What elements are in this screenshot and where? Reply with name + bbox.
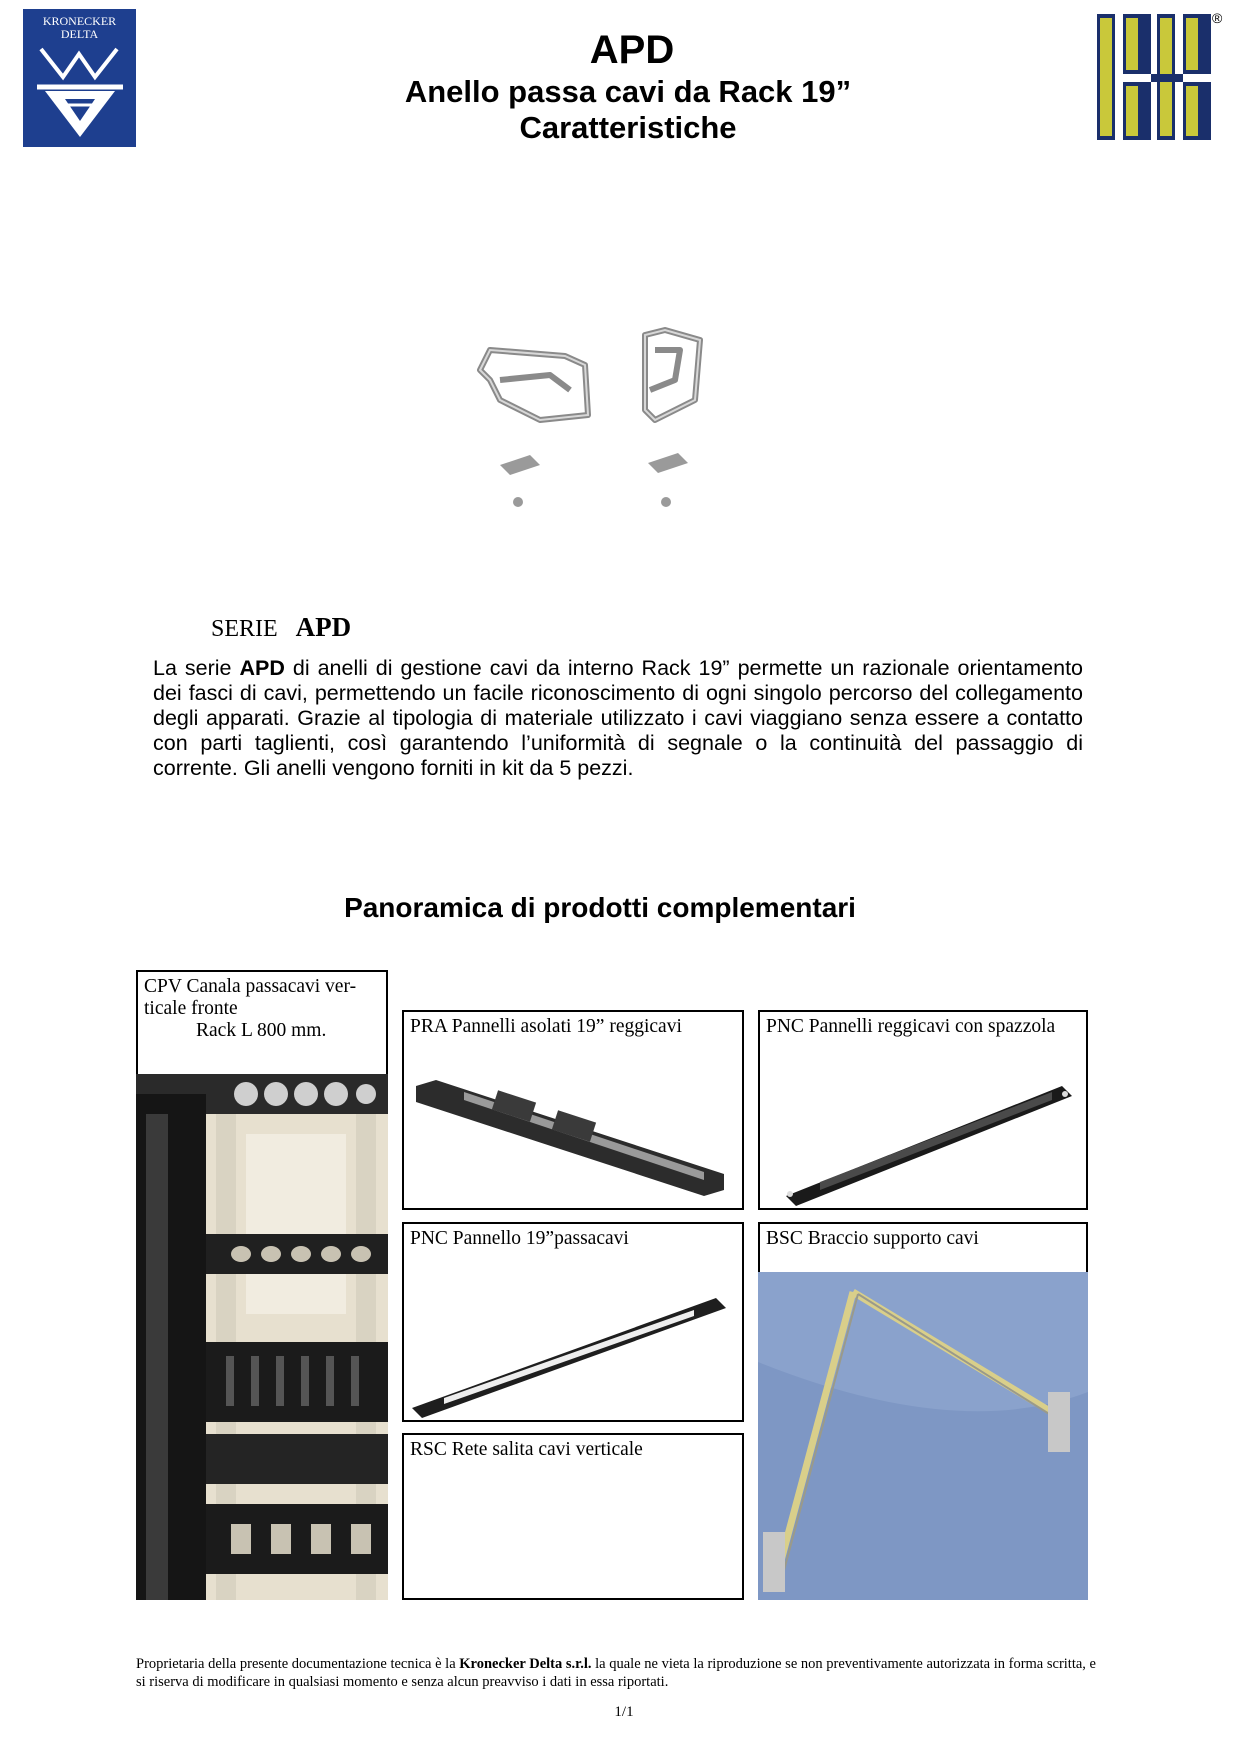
product-box-pnc-brush	[758, 1010, 1088, 1210]
bsc-label: BSC Braccio supporto cavi	[766, 1228, 979, 1249]
footer-text-after: la quale ne vieta la riproduzione se non preventivamente autorizzata in forma scritta, e si riserva di modificare in qualsiasi momento e senza alcun preavviso i dati in essa riportati.	[136, 1656, 1096, 1690]
cable-ring-product-image	[470, 320, 720, 520]
product-box-pra	[402, 1010, 744, 1210]
serie-heading	[211, 612, 351, 643]
pnc-brush-panel-image	[760, 1056, 1086, 1206]
product-box-cpv	[136, 970, 388, 1076]
complementary-products-heading: Panoramica di prodotti complementari	[344, 892, 856, 923]
product-box-rsc	[402, 1433, 744, 1600]
brand-logo-icon	[1095, 12, 1217, 142]
serie-label: SERIE	[211, 616, 278, 642]
pra-panel-image	[404, 1056, 742, 1206]
cpv-label	[138, 972, 386, 1046]
pnc-label: PNC Pannello 19”passacavi	[410, 1228, 629, 1249]
product-box-pnc	[402, 1222, 744, 1422]
cpv-label-line2: ticale fronte	[144, 998, 238, 1019]
description-paragraph	[153, 656, 1083, 781]
cpv-label-line1: CPV Canala passacavi ver-	[144, 976, 357, 997]
description-before: La serie	[153, 656, 240, 680]
footer-text-before: Proprietaria della presente documentazione tecnica è la	[136, 1656, 460, 1672]
logo-text-line2: DELTA	[60, 27, 99, 41]
page-subtitle-characteristics: Caratteristiche	[519, 110, 737, 145]
footer-disclaimer	[136, 1655, 1096, 1691]
footer-company: Kronecker Delta s.r.l.	[459, 1656, 592, 1672]
pnc-brush-label: PNC Pannelli reggicavi con spazzola	[766, 1016, 1056, 1037]
pra-label: PRA Pannelli asolati 19” reggicavi	[410, 1016, 682, 1037]
bsc-arm-photo	[758, 1272, 1088, 1600]
pnc-panel-image	[404, 1268, 742, 1418]
cpv-label-line3: Rack L 800 mm.	[196, 1020, 327, 1041]
cpv-rack-photo	[136, 1074, 388, 1600]
page-title: APD	[589, 28, 675, 72]
serie-code: APD	[295, 612, 352, 642]
rsc-label: RSC Rete salita cavi verticale	[410, 1439, 643, 1460]
description-bold-code: APD	[239, 656, 285, 680]
logo-text-line1: KRONECKER	[42, 14, 117, 28]
registered-mark: ®	[1212, 10, 1223, 26]
description-after: di anelli di gestione cavi da interno Rack 19” permette un razionale orientamento dei fasci di cavi, permettendo un facile riconoscimento di ogni singolo percorso del collegamento degli apparati. Grazie al tipologia di materiale utilizzato i cavi viaggiano senza essere a contatto con parti taglienti, così garantendo l’uniformità di segnale o la continuità del passaggio di corrente. Gli anelli vengono forniti in kit da 5 pezzi.	[153, 656, 1084, 780]
product-box-bsc	[758, 1222, 1088, 1274]
page-number: 1/1	[614, 1704, 634, 1720]
page-subtitle: Anello passa cavi da Rack 19”	[404, 74, 852, 109]
